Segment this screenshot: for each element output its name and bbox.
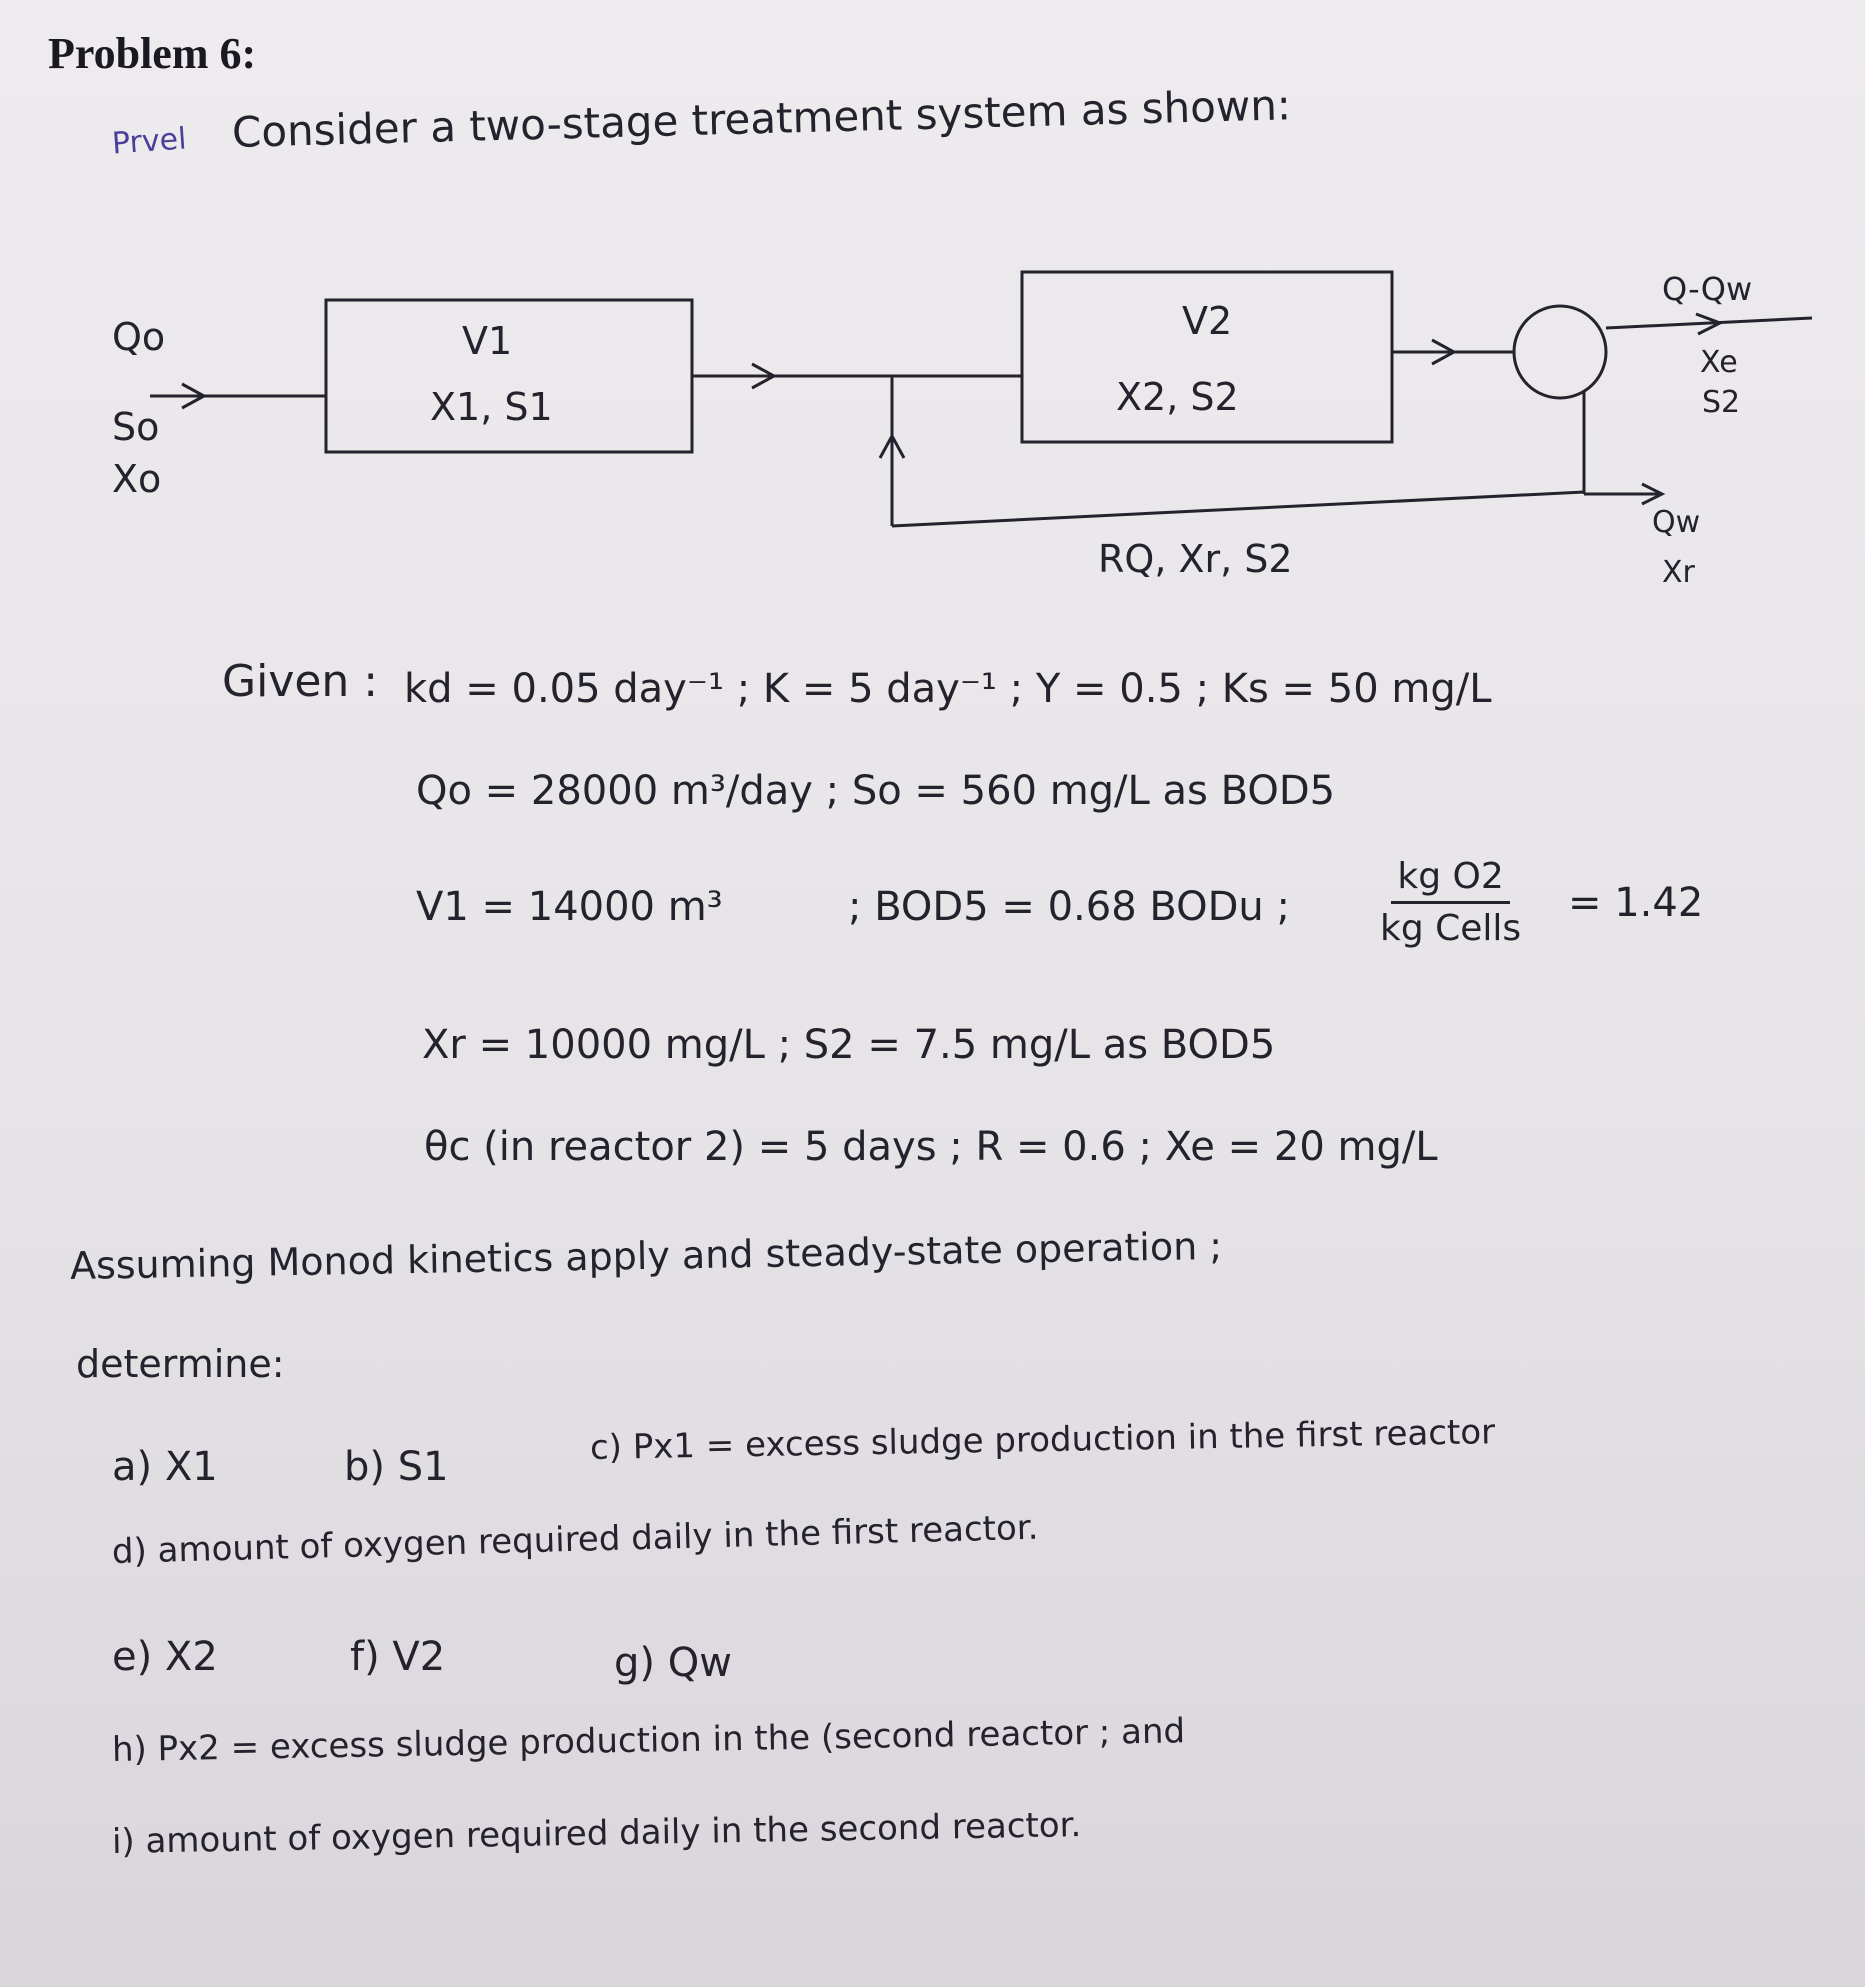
process-diagram bbox=[0, 0, 1865, 620]
waste-biomass-label: Xr bbox=[1662, 555, 1695, 590]
question-c: c) Px1 = excess sludge production in the first reactor bbox=[589, 1412, 1496, 1468]
clarifier-circle bbox=[1514, 306, 1606, 398]
problem-title: Problem 6: bbox=[48, 29, 257, 78]
question-a: a) X1 bbox=[112, 1444, 218, 1490]
problem-intro: Consider a two-stage treatment system as shown: bbox=[231, 80, 1292, 157]
given-line-1: kd = 0.05 day⁻¹ ; K = 5 day⁻¹ ; Y = 0.5 ; Ks = 50 mg/L bbox=[404, 666, 1492, 712]
given-line-4: Xr = 10000 mg/L ; S2 = 7.5 mg/L as BOD5 bbox=[422, 1022, 1276, 1068]
question-f: f) V2 bbox=[350, 1634, 446, 1680]
given-line-5: θc (in reactor 2) = 5 days ; R = 0.6 ; Xe = 20 mg/L bbox=[424, 1124, 1438, 1170]
reactor2-contents-label: X2, S2 bbox=[1116, 375, 1239, 419]
recycle-label: RQ, Xr, S2 bbox=[1098, 537, 1293, 581]
waste-flow-label: Qw bbox=[1652, 505, 1701, 540]
recycle-line bbox=[892, 492, 1584, 526]
influent-biomass-label: Xo bbox=[112, 457, 162, 501]
question-g: g) Qw bbox=[614, 1640, 732, 1686]
effluent-substrate-label: S2 bbox=[1702, 385, 1741, 420]
given-line-2: Qo = 28000 m³/day ; So = 560 mg/L as BOD5 bbox=[416, 768, 1336, 814]
determine-line: determine: bbox=[76, 1342, 285, 1386]
reactor2-volume-label: V2 bbox=[1182, 299, 1233, 343]
oxygen-ratio-value: = 1.42 bbox=[1568, 880, 1704, 926]
given-label: Given : bbox=[222, 656, 379, 707]
purple-scribble: Prvel bbox=[110, 121, 188, 162]
question-d: d) amount of oxygen required daily in the first reactor. bbox=[111, 1507, 1039, 1572]
question-e: e) X2 bbox=[112, 1634, 218, 1680]
given-line-3b: ; BOD5 = 0.68 BODu ; bbox=[848, 884, 1290, 930]
influent-substrate-label: So bbox=[112, 405, 160, 449]
reactor1-contents-label: X1, S1 bbox=[430, 385, 553, 429]
effluent-biomass-label: Xe bbox=[1700, 345, 1738, 380]
oxygen-ratio-denominator: kg Cells bbox=[1380, 908, 1522, 949]
assumption-line: Assuming Monod kinetics apply and steady-state operation ; bbox=[69, 1223, 1223, 1288]
question-h: h) Px2 = excess sludge production in the (second reactor ; and bbox=[111, 1711, 1186, 1770]
oxygen-ratio-numerator: kg O2 bbox=[1391, 856, 1509, 904]
question-i: i) amount of oxygen required daily in the second reactor. bbox=[111, 1805, 1082, 1862]
influent-flow-label: Qo bbox=[112, 315, 166, 359]
question-b: b) S1 bbox=[344, 1444, 449, 1490]
reactor1-volume-label: V1 bbox=[462, 319, 513, 363]
oxygen-ratio-fraction bbox=[1380, 856, 1521, 949]
given-line-3a: V1 = 14000 m³ bbox=[416, 884, 723, 930]
effluent-flow-label: Q-Qw bbox=[1662, 270, 1753, 308]
